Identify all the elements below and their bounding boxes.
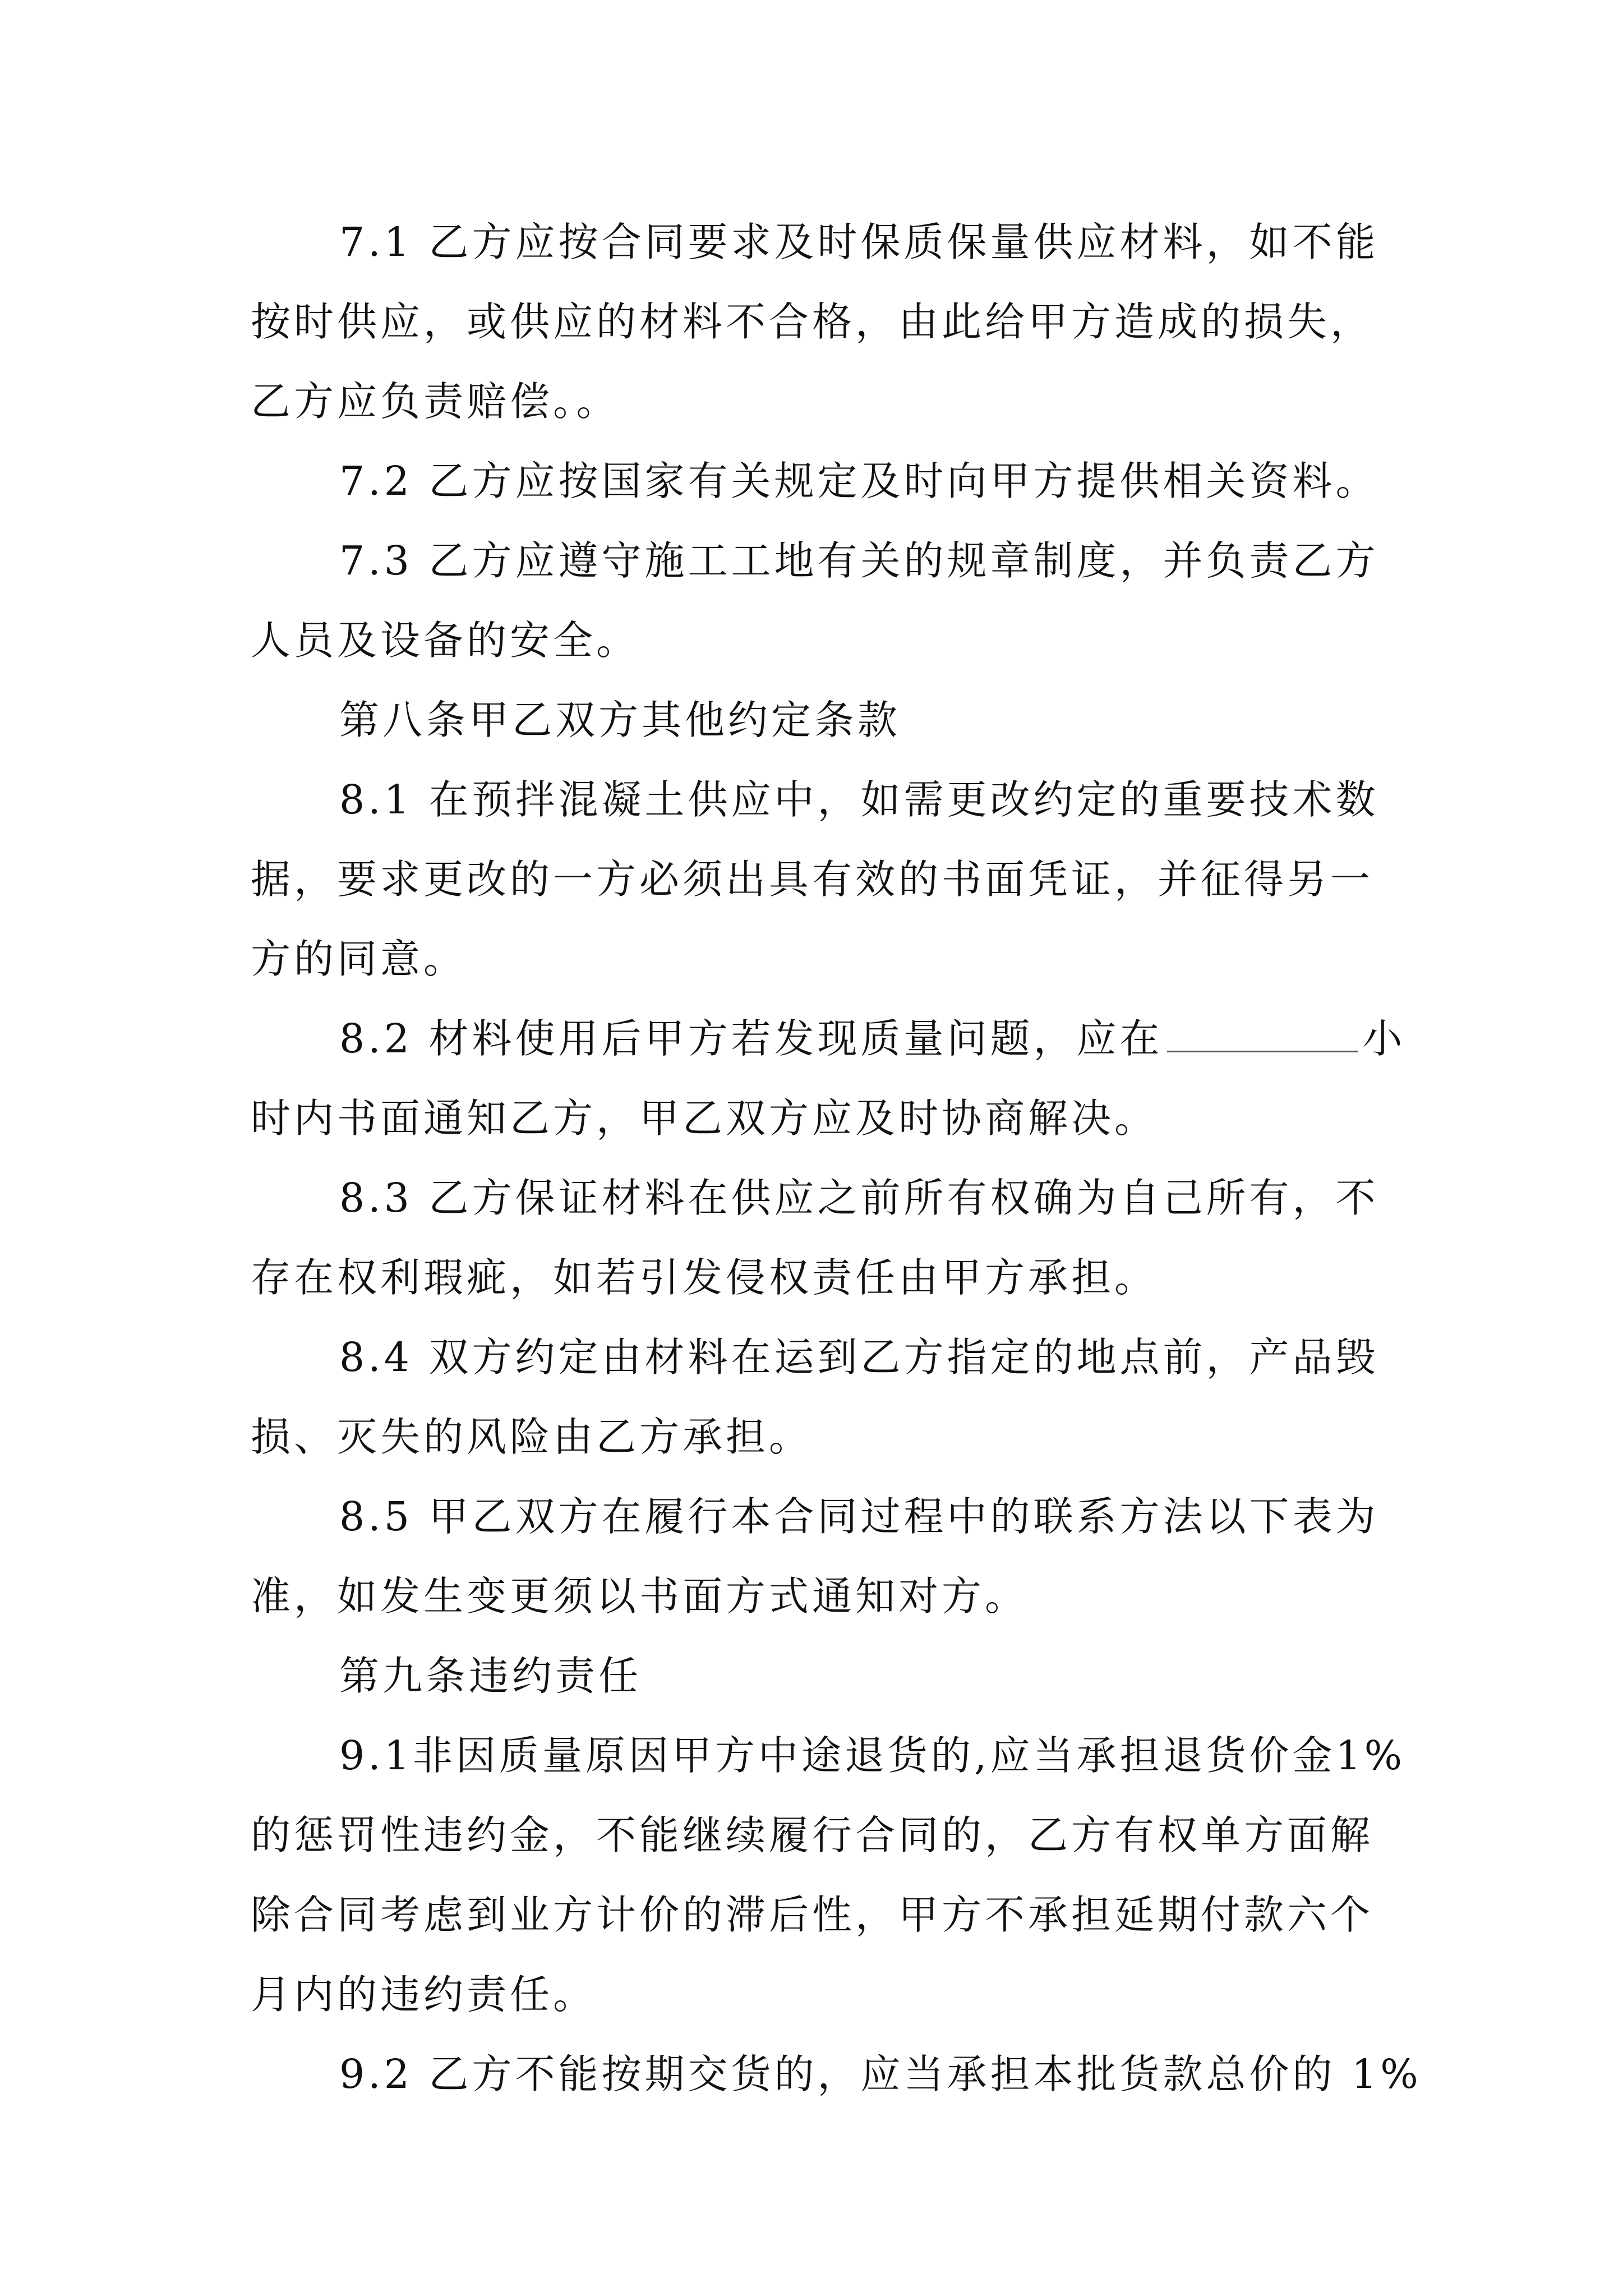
clause-8-5-line-1: 8.5 甲乙双方在履行本合同过程中的联系方法以下表为	[339, 1493, 1379, 1540]
clause-7-3-line-1: 7.3 乙方应遵守施工工地有关的规章制度，并负责乙方	[339, 537, 1379, 584]
clause-8-1-line-1: 8.1 在预拌混凝土供应中，如需更改约定的重要技术数	[339, 776, 1379, 823]
clause-9-1-line-3: 除合同考虑到业方计价的滞后性，甲方不承担延期付款六个	[251, 1892, 1374, 1938]
article-9-heading: 第九条违约责任	[339, 1653, 642, 1699]
clause-8-5-line-2: 准，如发生变更须以书面方式通知对方。	[251, 1573, 1029, 1619]
clause-7-3-line-2: 人员及设备的安全。	[251, 617, 640, 664]
fill-in-blank	[1167, 1016, 1358, 1052]
clause-7-1-line-1: 7.1 乙方应按合同要求及时保质保量供应材料，如不能	[339, 219, 1379, 265]
clause-7-1-line-2: 按时供应，或供应的材料不合格，由此给甲方造成的损失，	[251, 298, 1374, 345]
clause-7-1-line-3: 乙方应负责赔偿。。	[251, 378, 620, 425]
clause-8-2-text-after-blank: 小	[1362, 1015, 1406, 1062]
clause-9-1-line-2: 的惩罚性违约金，不能继续履行合同的，乙方有权单方面解	[251, 1812, 1374, 1858]
clause-9-1-line-1: 9.1非因质量原因甲方中途退货的,应当承担退货价金1%	[339, 1732, 1406, 1779]
clause-8-1-line-3: 方的同意。	[251, 936, 467, 982]
clause-8-3-line-2: 存在权利瑕疵，如若引发侵权责任由甲方承担。	[251, 1254, 1158, 1301]
clause-8-4-line-1: 8.4 双方约定由材料在运到乙方指定的地点前，产品毁	[339, 1334, 1379, 1381]
clause-8-2-line-2: 时内书面通知乙方，甲乙双方应及时协商解决。	[251, 1095, 1158, 1142]
article-8-heading: 第八条甲乙双方其他约定条款	[339, 697, 901, 743]
clause-9-1-line-4: 月内的违约责任。	[251, 1971, 597, 2018]
clause-7-2-line-1: 7.2 乙方应按国家有关规定及时向甲方提供相关资料。	[339, 458, 1379, 504]
clause-8-2-text-before-blank: 8.2 材料使用后甲方若发现质量问题，应在	[339, 1015, 1163, 1062]
clause-8-1-line-2: 据，要求更改的一方必须出具有效的书面凭证，并征得另一	[251, 856, 1374, 903]
clause-8-4-line-2: 损、灭失的风险由乙方承担。	[251, 1414, 813, 1460]
clause-9-2-line-1: 9.2 乙方不能按期交货的，应当承担本批货款总价的 1%	[339, 2051, 1422, 2097]
clause-8-2-line-1	[339, 1011, 1406, 1067]
clause-8-3-line-1: 8.3 乙方保证材料在供应之前所有权确为自己所有，不	[339, 1175, 1379, 1221]
